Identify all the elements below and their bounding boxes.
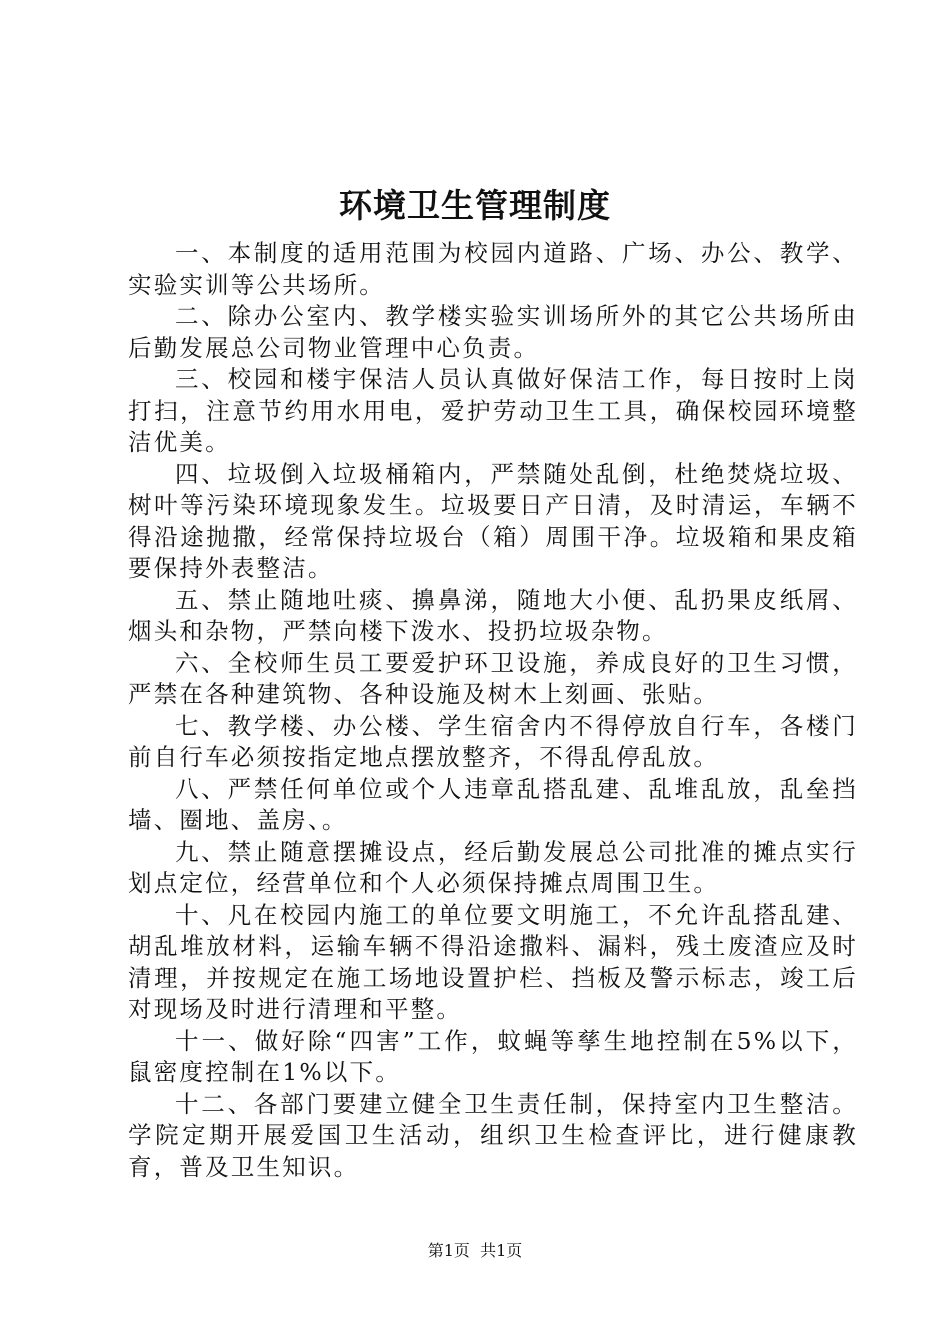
- paragraph-2: 二、除办公室内、教学楼实验实训场所外的其它公共场所由后勤发展总公司物业管理中心负责。: [128, 302, 858, 362]
- paragraph-11: 十一、做好除“四害”工作，蚊蝇等孳生地控制在5%以下，鼠密度控制在1%以下。: [128, 1026, 858, 1086]
- paragraph-1: 一、本制度的适用范围为校园内道路、广场、办公、教学、实验实训等公共场所。: [128, 239, 858, 299]
- paragraph-4: 四、垃圾倒入垃圾桶箱内，严禁随处乱倒，杜绝焚烧垃圾、树叶等污染环境现象发生。垃圾要日产日清，及时清运，车辆不得沿途抛撒，经常保持垃圾台（箱）周围干净。垃圾箱和果皮箱要保持外表整洁。: [128, 459, 858, 582]
- document-body: [128, 238, 858, 1183]
- document-title: 环境卫生管理制度: [339, 186, 611, 225]
- paragraph-10: 十、凡在校园内施工的单位要文明施工，不允许乱搭乱建、胡乱堆放材料，运输车辆不得沿途撒料、漏料，残土废渣应及时清理，并按规定在施工场地设置护栏、挡板及警示标志，竣工后对现场及时进行清理和平整。: [128, 900, 858, 1023]
- paragraph-12: 十二、各部门要建立健全卫生责任制，保持室内卫生整洁。学院定期开展爱国卫生活动，组织卫生检查评比，进行健康教育，普及卫生知识。: [128, 1089, 858, 1181]
- page-footer: [0, 1240, 950, 1262]
- page-number: 第1页 共1页: [427, 1241, 523, 1260]
- paragraph-9: 九、禁止随意摆摊设点，经后勤发展总公司批准的摊点实行划点定位，经营单位和个人必须保持摊点周围卫生。: [128, 837, 858, 897]
- paragraph-7: 七、教学楼、办公楼、学生宿舍内不得停放自行车，各楼门前自行车必须按指定地点摆放整齐，不得乱停乱放。: [128, 711, 858, 771]
- paragraph-5: 五、禁止随地吐痰、擤鼻涕，随地大小便、乱扔果皮纸屑、烟头和杂物，严禁向楼下泼水、投扔垃圾杂物。: [128, 585, 858, 645]
- paragraph-3: 三、校园和楼宇保洁人员认真做好保洁工作，每日按时上岗打扫，注意节约用水用电，爱护劳动卫生工具，确保校园环境整洁优美。: [128, 365, 858, 456]
- paragraph-8: 八、严禁任何单位或个人违章乱搭乱建、乱堆乱放，乱垒挡墙、圈地、盖房、。: [128, 774, 858, 834]
- paragraph-6: 六、全校师生员工要爱护环卫设施，养成良好的卫生习惯，严禁在各种建筑物、各种设施及树木上刻画、张贴。: [128, 648, 858, 708]
